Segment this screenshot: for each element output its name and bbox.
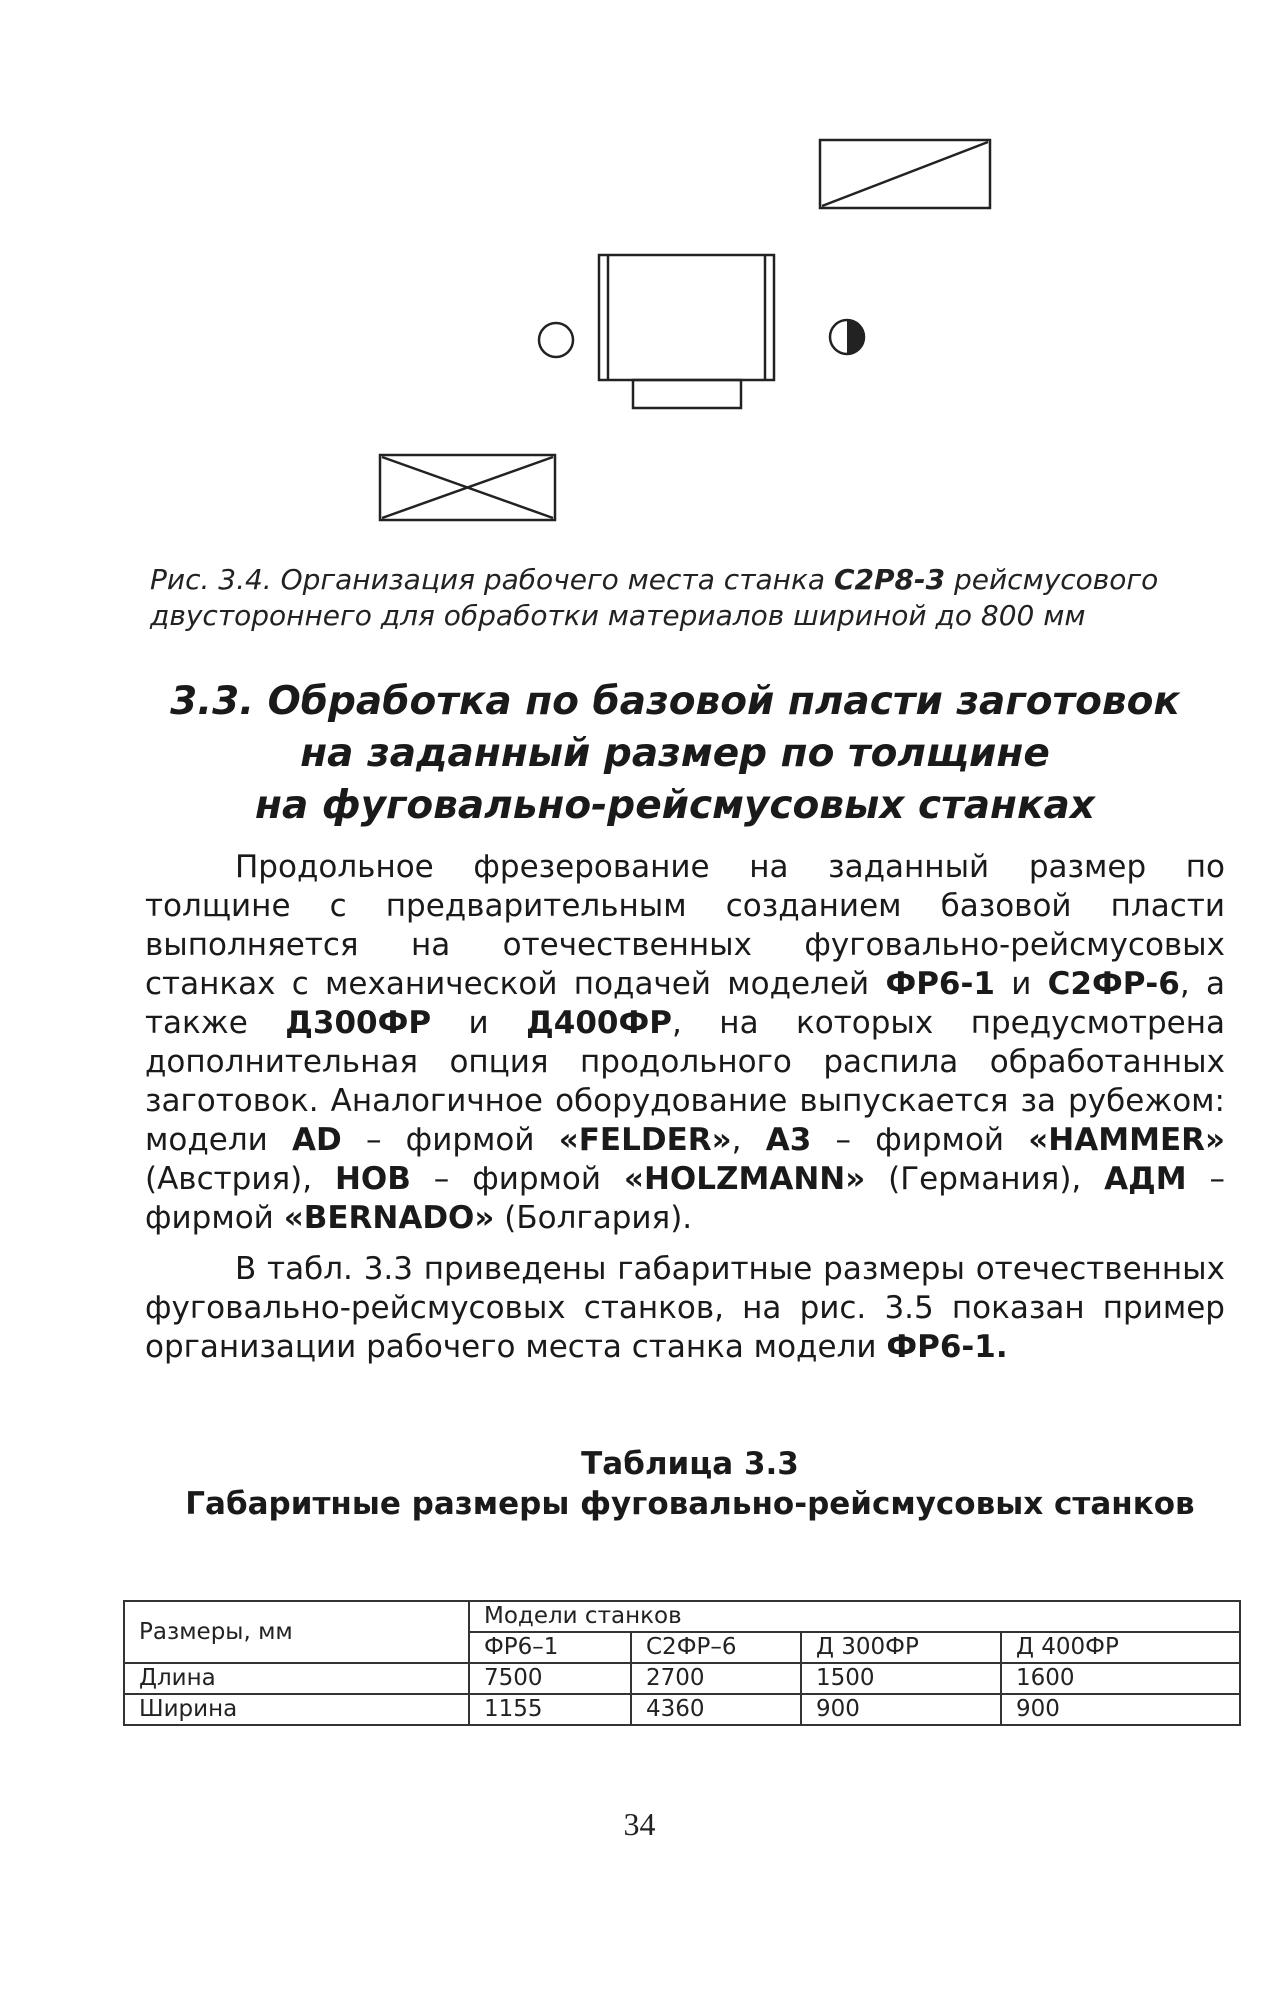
- machine-symbol: [599, 255, 774, 408]
- figure-caption: Рис. 3.4. Организация рабочего места станка С2Р8-3 рейсмусового двустороннего для обработки материалов шириной до 800 мм: [150, 563, 1159, 632]
- row-label: Ширина: [124, 1694, 469, 1725]
- table-cell: 7500: [469, 1663, 631, 1694]
- page-number: 34: [623, 1806, 656, 1842]
- table-cell: 1155: [469, 1694, 631, 1725]
- table-header-row: [124, 1601, 1240, 1632]
- caption-model: С2Р8-3: [833, 563, 946, 596]
- table-heading: [150, 1444, 1230, 1524]
- table-row: [124, 1694, 1240, 1725]
- paragraph-table-reference: В табл. 3.3 приведены габаритные размеры отечественных фуговально-рейсмусовых станков, на рис. 3.5 показан пример организации рабочего места станка модели ФР6-1.: [145, 1251, 1225, 1365]
- input-table-icon: [380, 455, 555, 520]
- section-title-line: на фуговально-рейсмусовых станках: [255, 783, 1095, 828]
- model-cell: С2ФР–6: [631, 1632, 801, 1663]
- paragraph-machines: Продольное фрезерование на заданный размер по толщине с предварительным созданием базовой пласти выполняется на отечественных фуговально-рейсмусовых станках с механической подачей моделей ФР6-1 и С2ФР-6, а также Д300ФР и Д400ФР, на которых предусмотрена дополнительная опция продольного распила обработанных заготовок. Аналогичное оборудование выпускается за рубежом: модели AD – фирмой «FELDER», A3 – фирмой «HAMMER» (Австрия), HOB – фирмой «HOLZMANN» (Германия), АДМ – фирмой «BERNADO» (Болгария).: [145, 849, 1226, 1236]
- model-cell: Д 400ФР: [1001, 1632, 1240, 1663]
- table-cell: 1600: [1001, 1663, 1240, 1694]
- table-cell: 2700: [631, 1663, 801, 1694]
- table-cell: 4360: [631, 1694, 801, 1725]
- output-table-icon: [820, 140, 990, 208]
- model-cell: Д 300ФР: [801, 1632, 1001, 1663]
- table-row: [124, 1663, 1240, 1694]
- workplace-diagram: [0, 0, 1279, 560]
- table-cell: 900: [801, 1694, 1001, 1725]
- helper-position-icon: [830, 320, 864, 354]
- operator-position-icon: [539, 323, 573, 357]
- table-title: Габаритные размеры фуговально-рейсмусовых станков: [185, 1486, 1195, 1522]
- table-label: Таблица 3.3: [581, 1446, 799, 1482]
- header-sizes: Размеры, мм: [124, 1601, 469, 1663]
- section-title-line: 3.3. Обработка по базовой пласти заготовок: [170, 679, 1180, 724]
- header-models: Модели станков: [469, 1601, 1240, 1632]
- section-title-line: на заданный размер по толщине: [300, 731, 1050, 776]
- table-cell: 900: [1001, 1694, 1240, 1725]
- model-cell: ФР6–1: [469, 1632, 631, 1663]
- table-cell: 1500: [801, 1663, 1001, 1694]
- section-title: [120, 676, 1230, 832]
- row-label: Длина: [124, 1663, 469, 1694]
- dimensions-table: [123, 1600, 1241, 1726]
